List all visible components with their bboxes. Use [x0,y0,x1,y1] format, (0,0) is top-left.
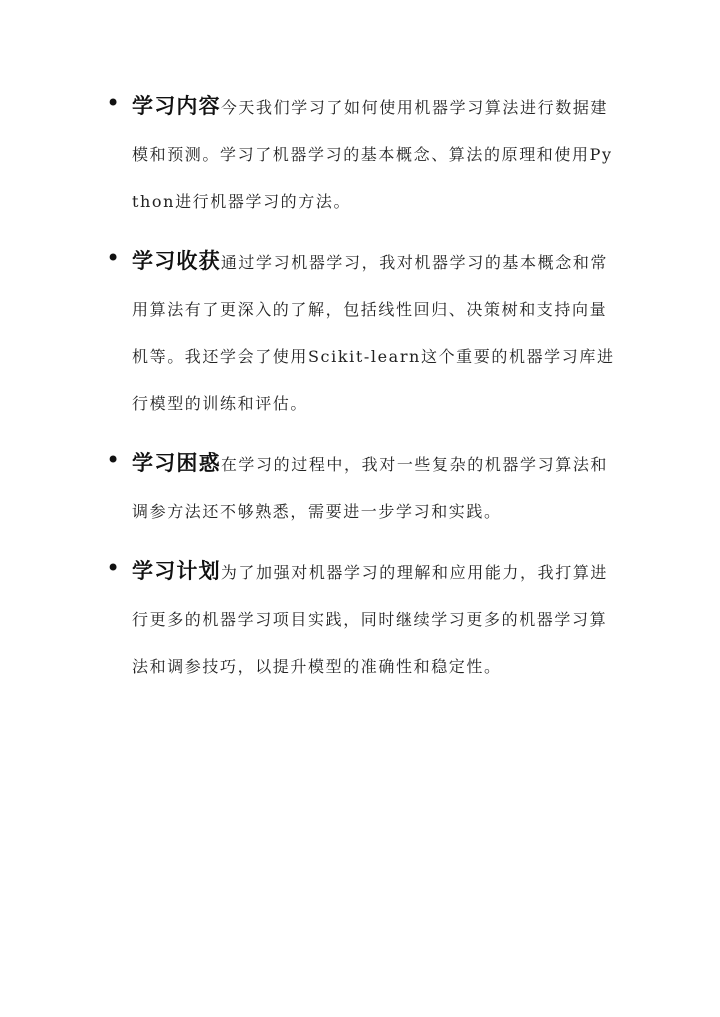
bullet-icon: • [106,446,121,474]
list-item-gains [104,237,620,427]
section-heading: 学习困惑 [132,450,221,475]
paragraph [132,82,620,225]
section-text: 今天我们学习了如何使用机器学习算法进行数据建模和预测。学习了机器学习的基本概念、算法的原理和使用Python进行机器学习的方法。 [132,98,613,211]
list-item-confusion [104,439,620,535]
list-item-content [104,82,620,225]
paragraph [132,547,620,690]
section-heading: 学习内容 [132,93,221,118]
bullet-icon: • [106,554,121,582]
section-heading: 学习收获 [132,248,221,273]
paragraph [132,237,620,427]
bullet-icon: • [106,244,121,272]
section-heading: 学习计划 [132,558,221,583]
section-text: 通过学习机器学习，我对机器学习的基本概念和常用算法有了更深入的了解，包括线性回归、决策树和支持向量机等。我还学会了使用Scikit-learn这个重要的机器学习库进行模型的训练和评估。 [132,253,615,413]
bullet-icon: • [106,89,121,117]
bullet-list [104,82,620,702]
list-item-plan [104,547,620,690]
paragraph [132,439,620,535]
section-text: 在学习的过程中，我对一些复杂的机器学习算法和调参方法还不够熟悉，需要进一步学习和实践。 [132,455,609,521]
section-text: 为了加强对机器学习的理解和应用能力，我打算进行更多的机器学习项目实践，同时继续学习更多的机器学习算法和调参技巧，以提升模型的准确性和稳定性。 [132,563,609,676]
